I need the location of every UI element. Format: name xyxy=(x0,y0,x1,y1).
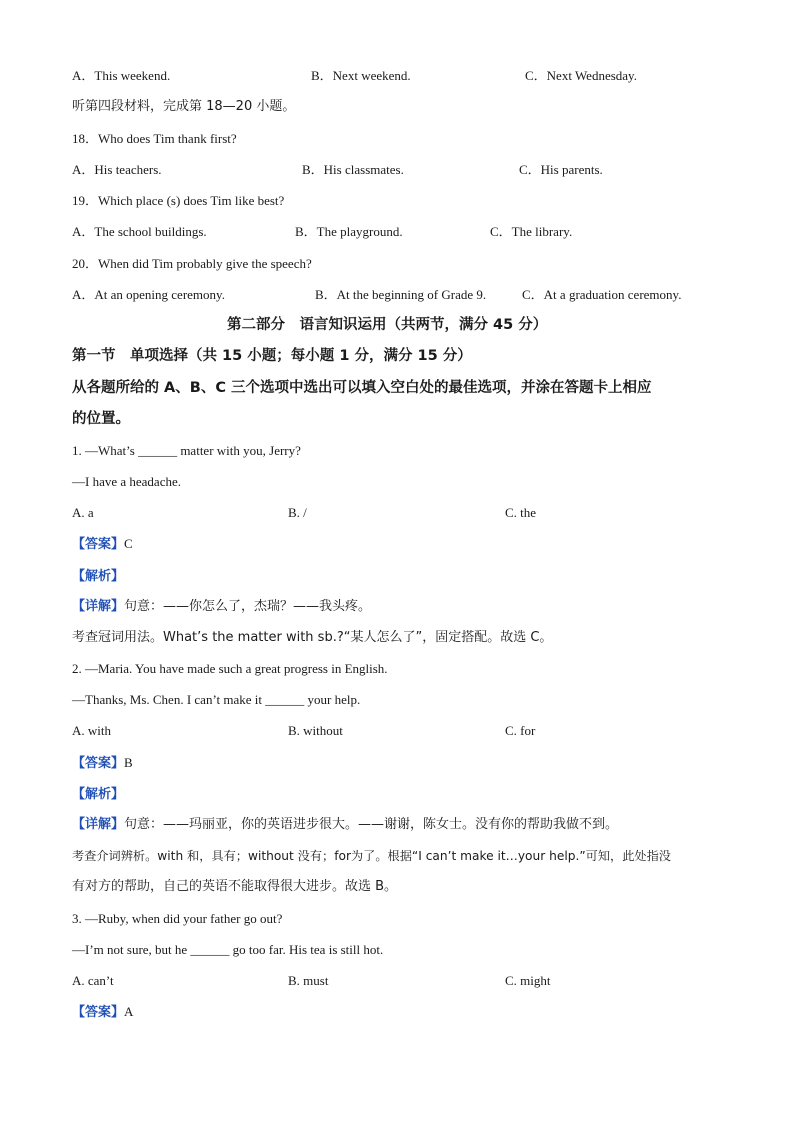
q2-detail-text: 句意：——玛丽亚，你的英语进步很大。——谢谢，陈女士。没有你的帮助我做不到。 xyxy=(124,817,619,832)
q2-option-b: B. without xyxy=(288,723,343,738)
passage4-intro: 听第四段材料，完成第 18—20 小题。 xyxy=(72,99,296,114)
q20-option-c: C．At a graduation ceremony. xyxy=(522,287,682,302)
q18-option-b: B．His classmates. xyxy=(302,162,404,177)
q19-option-c: C．The library. xyxy=(490,224,573,239)
q3-line2: —I’m not sure, but he ______ go too far. His tea is still hot. xyxy=(72,942,384,957)
analysis-tag: 【解析】 xyxy=(72,787,125,802)
q1-analysis xyxy=(72,567,124,586)
answer-tag: 【答案】 xyxy=(72,756,125,771)
q1-detail-text: 句意：——你怎么了，杰瑞？——我头疼。 xyxy=(124,599,372,614)
q1-line1: 1. —What’s ______ matter with you, Jerry? xyxy=(72,443,301,458)
q19-stem: 19．Which place (s) does Tim like best? xyxy=(72,193,285,208)
q3-answer xyxy=(72,1003,133,1022)
q2-explain-line2: 有对方的帮助，自己的英语不能取得很大进步。故选 B。 xyxy=(72,879,398,894)
answer-tag: 【答案】 xyxy=(72,1005,125,1020)
part2-title: 第二部分 语言知识运用（共两节，满分 45 分） xyxy=(227,317,548,333)
analysis-tag: 【解析】 xyxy=(72,569,125,584)
q2-explain-line1: 考查介词辨析。with 和，具有；without 没有；for为了。根据“I can’t make it…your help.”可知，此处指没 xyxy=(72,849,671,863)
q19-option-a: A．The school buildings. xyxy=(72,224,207,239)
q1-option-b: B. / xyxy=(288,505,307,520)
section1-title: 第一节 单项选择（共 15 小题；每小题 1 分，满分 15 分） xyxy=(72,348,472,364)
q3-answer-value: A xyxy=(124,1004,134,1019)
answer-tag: 【答案】 xyxy=(72,537,125,552)
q2-option-a: A. with xyxy=(72,723,111,738)
q18-stem: 18．Who does Tim thank first? xyxy=(72,131,237,146)
q2-detail xyxy=(72,816,618,834)
instruction-line1: 从各题所给的 A、B、C 三个选项中选出可以填入空白处的最佳选项，并涂在答题卡上相应 xyxy=(72,380,652,396)
q20-option-a: A．At an opening ceremony. xyxy=(72,287,225,302)
q18-option-a: A．His teachers. xyxy=(72,162,162,177)
q3-option-c: C. might xyxy=(505,973,551,988)
q3-option-a: A. can’t xyxy=(72,973,114,988)
detail-tag: 【详解】 xyxy=(72,599,125,614)
q3-line1: 3. —Ruby, when did your father go out? xyxy=(72,911,283,926)
q2-analysis xyxy=(72,785,124,804)
q18-option-c: C．His parents. xyxy=(519,162,603,177)
q20-option-b: B．At the beginning of Grade 9. xyxy=(315,287,487,302)
q2-option-c: C. for xyxy=(505,723,536,738)
q1-line2: —I have a headache. xyxy=(72,474,181,489)
q1-answer-value: C xyxy=(124,536,133,551)
q19-option-b: B．The playground. xyxy=(295,224,403,239)
q2-line2: —Thanks, Ms. Chen. I can’t make it ______ your help. xyxy=(72,692,361,707)
q2-answer-value: B xyxy=(124,755,133,770)
q3-option-b: B. must xyxy=(288,973,329,988)
q1-option-a: A. a xyxy=(72,505,94,520)
q1-option-c: C. the xyxy=(505,505,537,520)
q2-answer xyxy=(72,754,133,773)
q17-option-b: B．Next weekend. xyxy=(311,68,411,83)
q20-stem: 20．When did Tim probably give the speech? xyxy=(72,256,312,271)
q17-option-a: A．This weekend. xyxy=(72,68,171,83)
q1-explain: 考查冠词用法。What’s the matter with sb.?“某人怎么了”，固定搭配。故选 C。 xyxy=(72,630,553,645)
q1-answer xyxy=(72,535,133,554)
q17-option-c: C．Next Wednesday. xyxy=(525,68,637,83)
instruction-line2: 的位置。 xyxy=(72,411,130,427)
q2-line1: 2. —Maria. You have made such a great progress in English. xyxy=(72,661,388,676)
detail-tag: 【详解】 xyxy=(72,817,125,832)
q1-detail xyxy=(72,598,371,616)
